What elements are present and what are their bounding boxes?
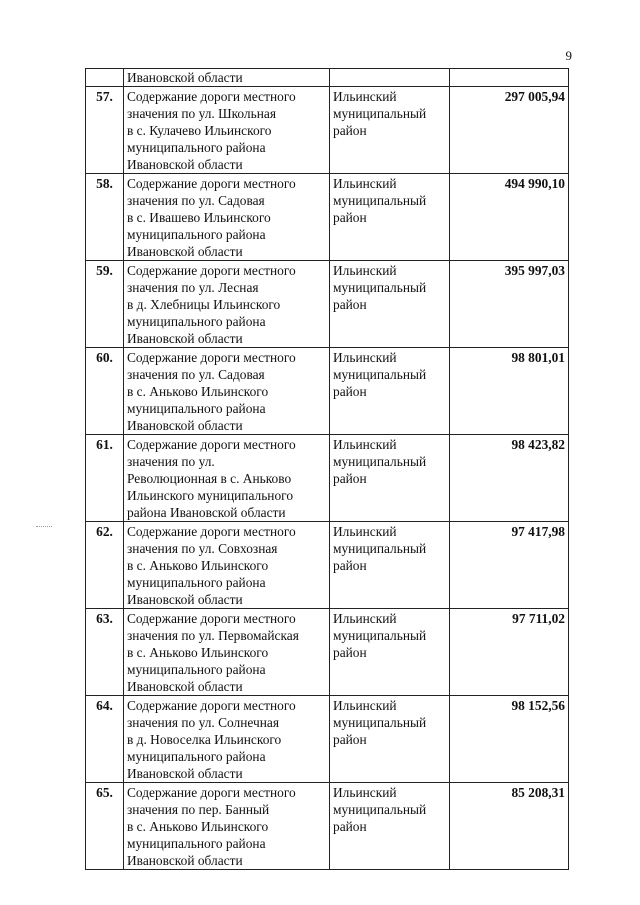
district-line: муниципальный <box>333 628 427 643</box>
description-cell <box>124 87 330 174</box>
description-line: муниципального района <box>127 836 266 851</box>
amount-cell: 85 208,31 <box>450 783 569 870</box>
district-line: муниципальный <box>333 541 427 556</box>
description-line: муниципального района <box>127 314 266 329</box>
description-line: муниципального района <box>127 227 266 242</box>
table-row <box>86 435 569 522</box>
amount-cell: 297 005,94 <box>450 87 569 174</box>
description-cell <box>124 522 330 609</box>
table-body <box>86 69 569 870</box>
description-line: Содержание дороги местного <box>127 524 296 539</box>
description-line: значения по ул. Первомайская <box>127 628 299 643</box>
description-line: Ивановской области <box>127 418 243 433</box>
table-row <box>86 696 569 783</box>
district-cell <box>330 348 450 435</box>
description-line: значения по ул. Садовая <box>127 193 265 208</box>
description-line: Содержание дороги местного <box>127 350 296 365</box>
district-cell <box>330 87 450 174</box>
row-number: 65. <box>86 783 124 870</box>
district-cell <box>330 69 450 87</box>
row-number: 58. <box>86 174 124 261</box>
description-line: Ивановской области <box>127 157 243 172</box>
district-line: муниципальный <box>333 280 427 295</box>
district-line: муниципальный <box>333 106 427 121</box>
description-line: Революционная в с. Аньково <box>127 471 292 486</box>
district-cell <box>330 609 450 696</box>
district-line: район <box>333 819 367 834</box>
description-line: Ильинского муниципального <box>127 488 294 503</box>
description-line: Содержание дороги местного <box>127 176 296 191</box>
description-line: Ивановской области <box>127 853 243 868</box>
description-line: муниципального района <box>127 401 266 416</box>
description-line: Содержание дороги местного <box>127 437 296 452</box>
row-number: 57. <box>86 87 124 174</box>
amount-cell: 98 152,56 <box>450 696 569 783</box>
district-line: район <box>333 123 367 138</box>
description-line: Ивановской области <box>127 244 243 259</box>
amount-cell: 98 801,01 <box>450 348 569 435</box>
description-line: в с. Аньково Ильинского <box>127 558 269 573</box>
num-cell <box>86 69 124 87</box>
description-line: муниципального района <box>127 140 266 155</box>
description-line: в д. Новоселка Ильинского <box>127 732 282 747</box>
table-row <box>86 522 569 609</box>
description-line: значения по ул. Совхозная <box>127 541 278 556</box>
description-line: значения по ул. Солнечная <box>127 715 279 730</box>
district-line: муниципальный <box>333 193 427 208</box>
description-line: муниципального района <box>127 575 266 590</box>
district-line: Ильинский <box>333 524 397 539</box>
amount-cell: 97 417,98 <box>450 522 569 609</box>
description-line: Ивановской области <box>127 331 243 346</box>
district-line: район <box>333 297 367 312</box>
district-line: Ильинский <box>333 350 397 365</box>
description-cell <box>124 348 330 435</box>
road-maintenance-table <box>85 68 569 870</box>
district-line: район <box>333 210 367 225</box>
district-line: Ильинский <box>333 437 397 452</box>
table-row <box>86 261 569 348</box>
district-cell <box>330 522 450 609</box>
description-line: в д. Хлебницы Ильинского <box>127 297 281 312</box>
description-line: в с. Аньково Ильинского <box>127 384 269 399</box>
district-line: муниципальный <box>333 715 427 730</box>
district-line: район <box>333 645 367 660</box>
amount-cell: 395 997,03 <box>450 261 569 348</box>
description-cell <box>124 783 330 870</box>
description-cell <box>124 609 330 696</box>
description-line: Содержание дороги местного <box>127 611 296 626</box>
district-line: Ильинский <box>333 176 397 191</box>
page-number: 9 <box>565 48 572 63</box>
district-cell <box>330 435 450 522</box>
description-line: Содержание дороги местного <box>127 698 296 713</box>
district-cell <box>330 696 450 783</box>
district-line: район <box>333 384 367 399</box>
description-line: Содержание дороги местного <box>127 263 296 278</box>
description-line: значения по пер. Банный <box>127 802 270 817</box>
description-line: Ивановской области <box>127 679 243 694</box>
table-row <box>86 87 569 174</box>
description-line: значения по ул. Лесная <box>127 280 259 295</box>
table-row <box>86 174 569 261</box>
row-number: 64. <box>86 696 124 783</box>
amount-cell: 97 711,02 <box>450 609 569 696</box>
amount-cell <box>450 69 569 87</box>
description-cell <box>124 696 330 783</box>
row-number: 59. <box>86 261 124 348</box>
table-row <box>86 783 569 870</box>
description-line: значения по ул. Школьная <box>127 106 276 121</box>
description-line: Содержание дороги местного <box>127 89 296 104</box>
table-row <box>86 348 569 435</box>
description-line: значения по ул. <box>127 454 215 469</box>
description-line: в с. Кулачево Ильинского <box>127 123 272 138</box>
description-line: района Ивановской области <box>127 505 286 520</box>
district-line: Ильинский <box>333 698 397 713</box>
district-line: район <box>333 471 367 486</box>
description-line: муниципального района <box>127 749 266 764</box>
row-number: 61. <box>86 435 124 522</box>
row-number: 63. <box>86 609 124 696</box>
table-row <box>86 609 569 696</box>
table-row-continuation <box>86 69 569 87</box>
description-line: Ивановской области <box>127 766 243 781</box>
district-line: муниципальный <box>333 454 427 469</box>
district-cell <box>330 783 450 870</box>
district-line: Ильинский <box>333 611 397 626</box>
district-line: муниципальный <box>333 367 427 382</box>
district-cell <box>330 174 450 261</box>
row-number: 62. <box>86 522 124 609</box>
district-line: Ильинский <box>333 89 397 104</box>
description-line: Ивановской области <box>127 592 243 607</box>
description-line: в с. Ивашево Ильинского <box>127 210 271 225</box>
description-line: муниципального района <box>127 662 266 677</box>
district-cell <box>330 261 450 348</box>
description-line: в с. Аньково Ильинского <box>127 819 269 834</box>
district-line: Ильинский <box>333 263 397 278</box>
row-number: 60. <box>86 348 124 435</box>
amount-cell: 98 423,82 <box>450 435 569 522</box>
description-cell <box>124 261 330 348</box>
description-cell <box>124 435 330 522</box>
district-line: муниципальный <box>333 802 427 817</box>
description-line: значения по ул. Садовая <box>127 367 265 382</box>
description-line: в с. Аньково Ильинского <box>127 645 269 660</box>
district-line: Ильинский <box>333 785 397 800</box>
district-line: район <box>333 732 367 747</box>
description-cell: Ивановской области <box>124 69 330 87</box>
description-cell <box>124 174 330 261</box>
description-line: Содержание дороги местного <box>127 785 296 800</box>
district-line: район <box>333 558 367 573</box>
amount-cell: 494 990,10 <box>450 174 569 261</box>
margin-mark <box>36 526 52 527</box>
